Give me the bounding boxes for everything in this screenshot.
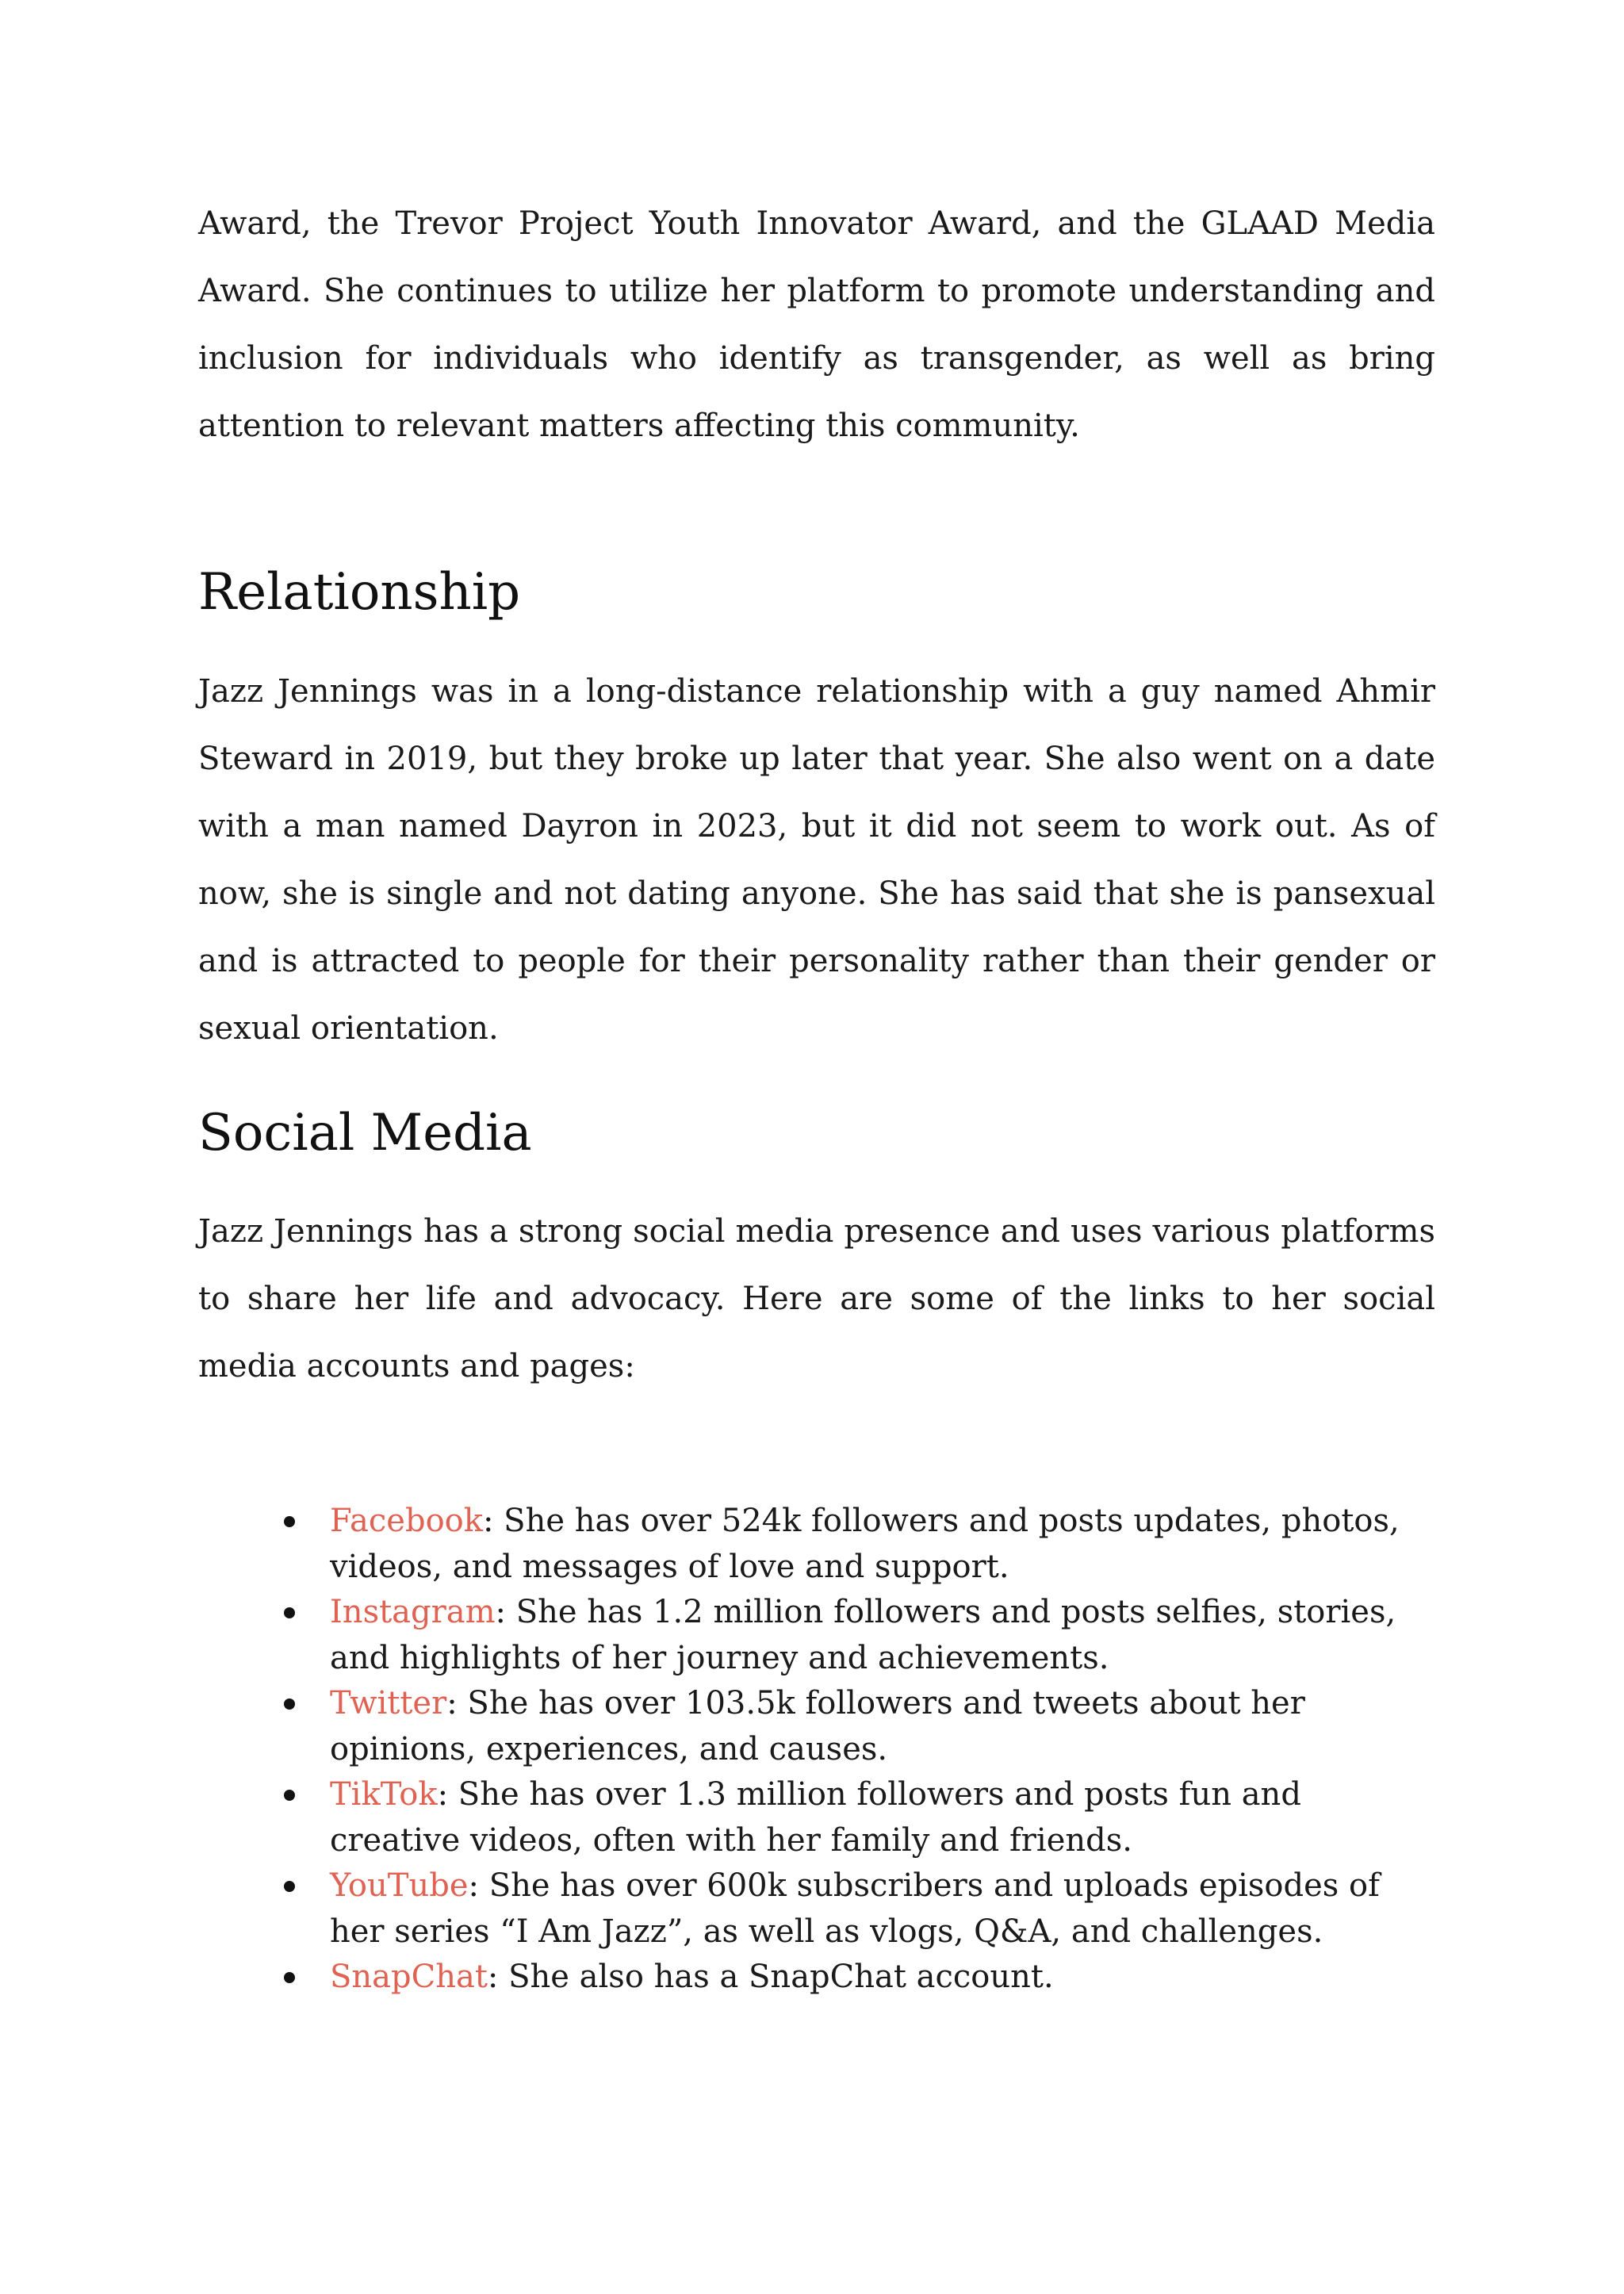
instagram-link[interactable]: Instagram — [330, 1594, 496, 1630]
list-item — [198, 1499, 1435, 1590]
youtube-link[interactable]: YouTube — [330, 1867, 469, 1904]
social-media-list — [198, 1499, 1435, 2001]
list-item-text: : She also has a SnapChat account. — [487, 1959, 1054, 1995]
bullet-icon — [284, 1607, 295, 1618]
list-item-text: : She has over 600k subscribers and uploads episodes of her series “I Am Jazz”, as well as vlogs, Q&A, and challenges. — [330, 1867, 1380, 1950]
list-item-text: : She has over 103.5k followers and tweets about her opinions, experiences, and causes. — [330, 1685, 1305, 1767]
list-item — [198, 1772, 1435, 1863]
bullet-icon — [284, 1516, 295, 1527]
list-item-text: : She has 1.2 million followers and posts selfies, stories, and highlights of her journey and achievements. — [330, 1594, 1396, 1676]
bullet-icon — [284, 1790, 295, 1801]
facebook-link[interactable]: Facebook — [330, 1503, 483, 1539]
relationship-heading: Relationship — [198, 563, 521, 622]
intro-paragraph: Award, the Trevor Project Youth Innovator Award, and the GLAAD Media Award. She continues to utilize her platform to promote understanding and inclusion for individuals who identify as transgender, as well as bring attention to relevant matters affecting this community. — [198, 205, 1435, 444]
list-item-text: : She has over 1.3 million followers and posts fun and creative videos, often with her family and friends. — [330, 1776, 1301, 1859]
list-item — [198, 1681, 1435, 1772]
bullet-icon — [284, 1972, 295, 1983]
list-item — [198, 1590, 1435, 1681]
list-item — [198, 1955, 1435, 2001]
social-media-heading: Social Media — [198, 1104, 532, 1162]
list-item-text: : She has over 524k followers and posts updates, photos, videos, and messages of love and support. — [330, 1503, 1400, 1585]
tiktok-link[interactable]: TikTok — [330, 1776, 438, 1813]
bullet-icon — [284, 1698, 295, 1710]
list-item — [198, 1863, 1435, 1955]
twitter-link[interactable]: Twitter — [330, 1685, 447, 1721]
social-media-paragraph: Jazz Jennings has a strong social media presence and uses various platforms to share her life and advocacy. Here are some of the links to her social media accounts and pages: — [198, 1213, 1435, 1384]
relationship-paragraph: Jazz Jennings was in a long-distance relationship with a guy named Ahmir Steward in 2019, but they broke up later that year. She also went on a date with a man named Dayron in 2023, but it did not seem to work out. As of now, she is single and not dating anyone. She has said that she is pansexual and is attracted to people for their personality rather than their gender or sexual orientation. — [198, 673, 1435, 1047]
bullet-icon — [284, 1881, 295, 1892]
snapchat-link[interactable]: SnapChat — [330, 1959, 488, 1995]
